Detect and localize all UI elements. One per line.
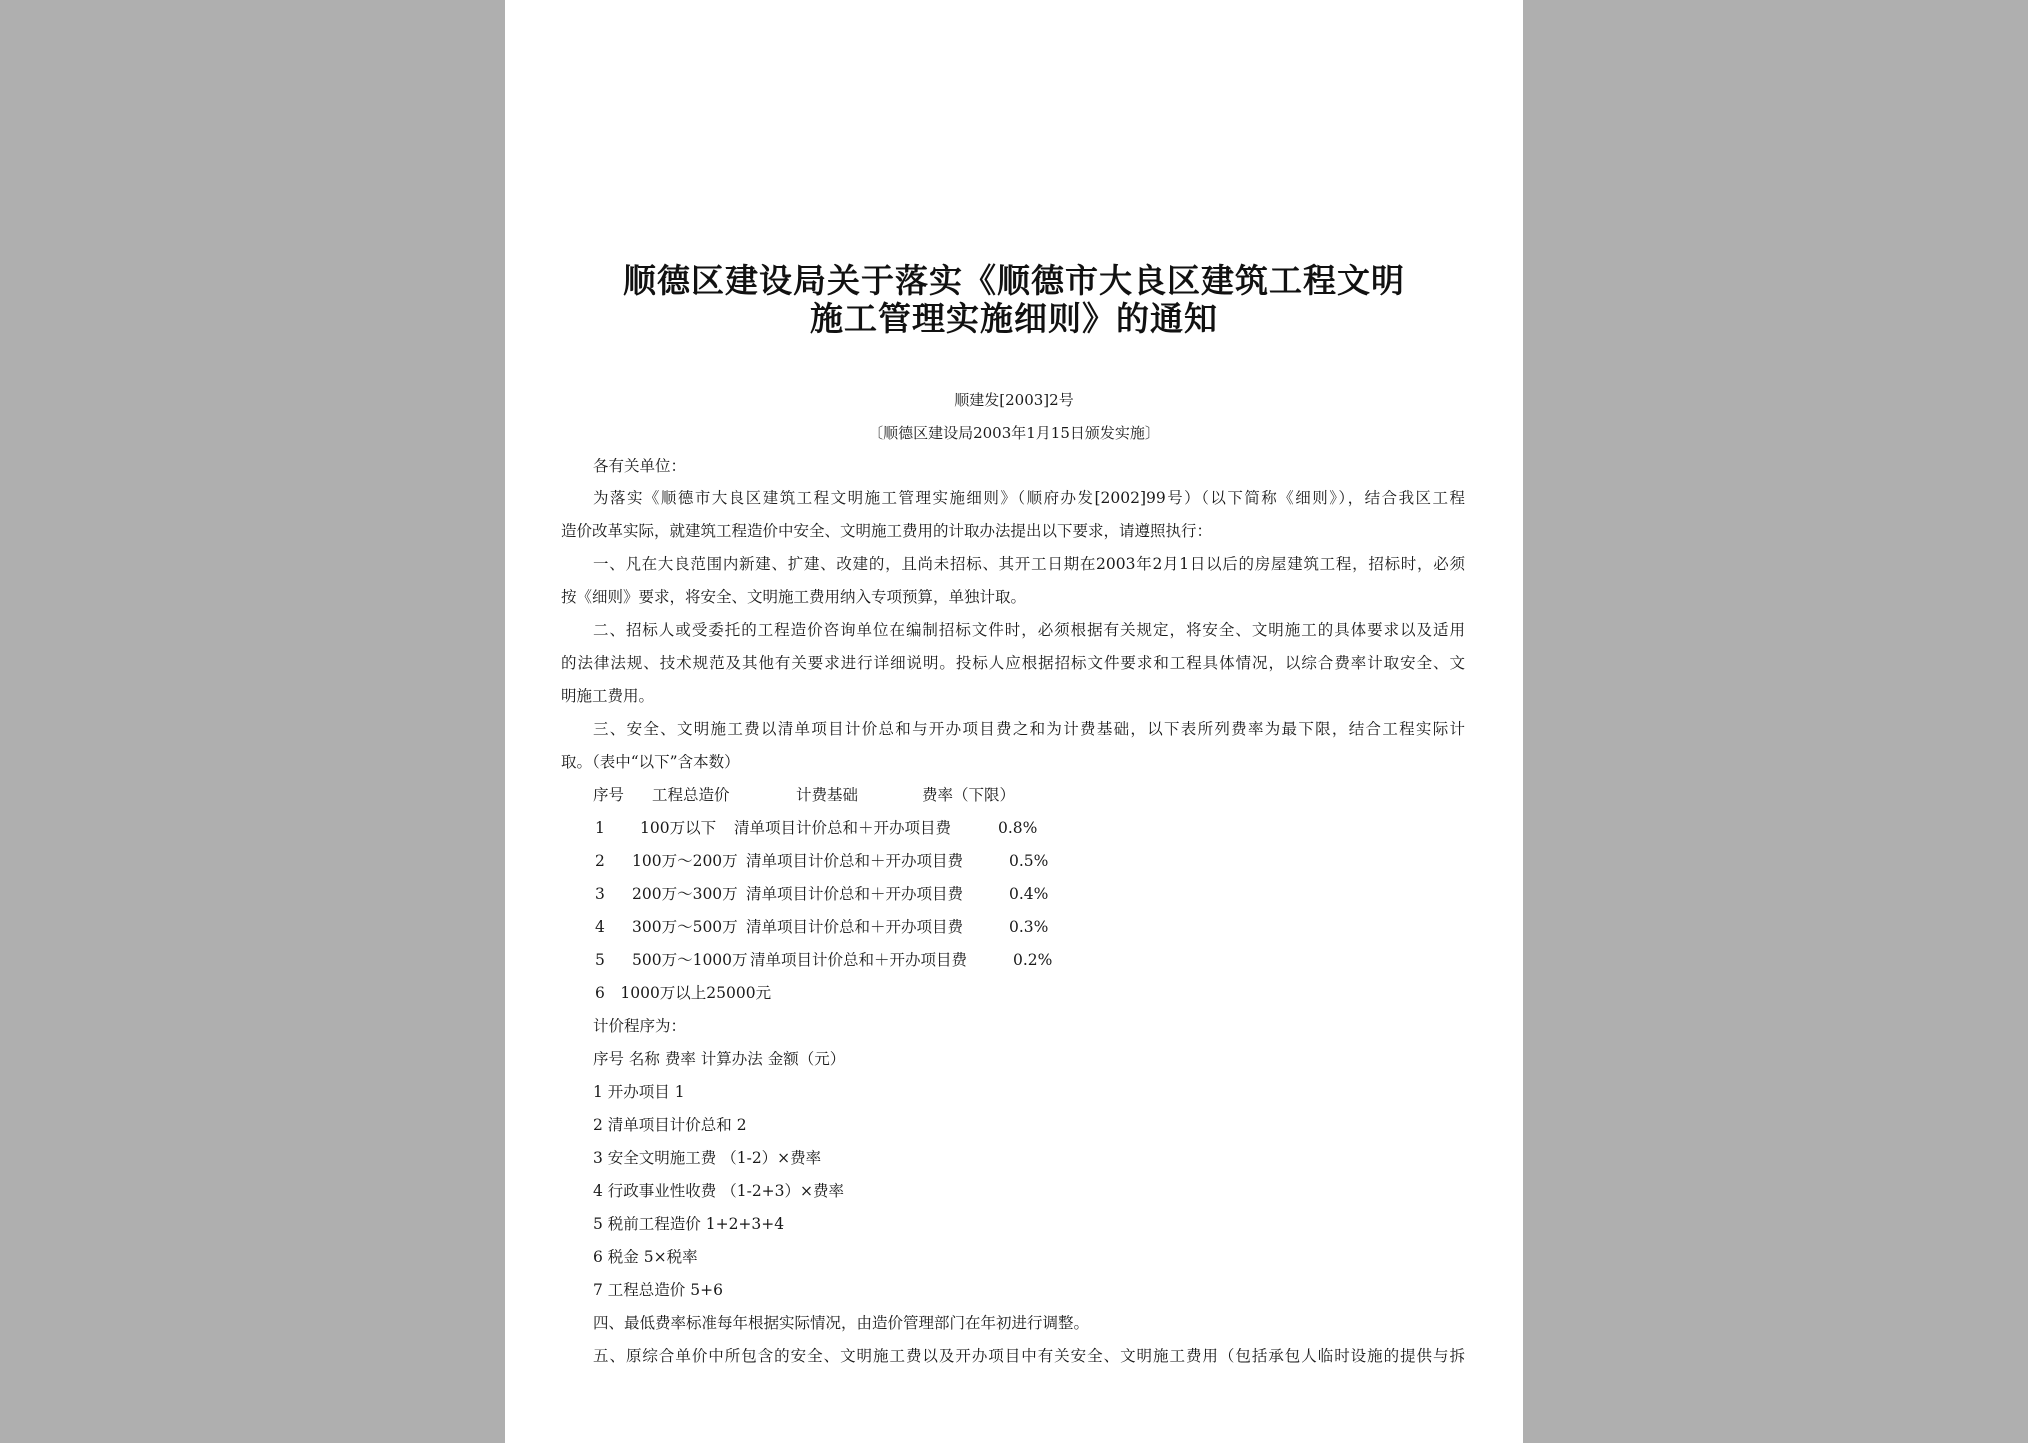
paragraph-1-line-1: 为落实《顺德市大良区建筑工程文明施工管理实施细则》（顺府办发[2002]99号）（以下简称《细则》），结合我区工程 [593, 489, 1465, 507]
row-basis: 清单项目计价总和＋开办项目费 [734, 819, 952, 837]
row-total-cost: 500万～1000万 [632, 951, 748, 969]
list-item: 5 税前工程造价 1+2+3+4 [593, 1215, 785, 1233]
page-title [505, 262, 1523, 338]
paragraph-5: 四、最低费率标准每年根据实际情况，由造价管理部门在年初进行调整。 [593, 1314, 1090, 1332]
row-total-cost: 200万～300万 [632, 885, 738, 903]
list-item: 3 安全文明施工费 （1-2）×费率 [593, 1149, 822, 1167]
title-line-1: 顺德区建设局关于落实《顺德市大良区建筑工程文明 [623, 261, 1405, 300]
paragraph-6-line-1: 五、原综合单价中所包含的安全、文明施工费以及开办项目中有关安全、文明施工费用（包括承包人临时设施的提供与拆 [593, 1347, 1465, 1365]
paragraph-2-line-2: 按《细则》要求，将安全、文明施工费用纳入专项预算，单独计取。 [561, 588, 1027, 606]
row-total-cost: 300万～500万 [632, 918, 738, 936]
table-header-basis: 计费基础 [796, 786, 859, 804]
paragraph-4-line-2: 取。（表中“以下”含本数） [561, 753, 740, 771]
title-line-2: 施工管理实施细则》的通知 [810, 299, 1218, 338]
row-rate: 0.3% [1009, 918, 1049, 936]
paragraph-4-line-1: 三、安全、文明施工费以清单项目计价总和与开办项目费之和为计费基础，以下表所列费率为最下限，结合工程实际计 [593, 720, 1465, 738]
row-total-cost: 100万～200万 [632, 852, 738, 870]
list-item: 1 开办项目 1 [593, 1083, 685, 1101]
row-basis: 清单项目计价总和＋开办项目费 [746, 885, 964, 903]
row-total-cost: 100万以下 [640, 819, 717, 837]
list-item: 6 税金 5×税率 [593, 1248, 698, 1266]
procedure-title: 计价程序为： [593, 1017, 687, 1035]
row-index: 1 [595, 819, 605, 837]
row-rate: 0.2% [1013, 951, 1053, 969]
row-basis: 清单项目计价总和＋开办项目费 [746, 918, 964, 936]
table-header-index: 序号 [593, 786, 625, 804]
paragraph-1-line-2: 造价改革实际，就建筑工程造价中安全、文明施工费用的计取办法提出以下要求，请遵照执行： [561, 522, 1213, 540]
paragraph-2-line-1: 一、凡在大良范围内新建、扩建、改建的，且尚未招标、其开工日期在2003年2月1日以后的房屋建筑工程，招标时，必须 [593, 555, 1465, 573]
row-index: 3 [595, 885, 605, 903]
list-item: 2 清单项目计价总和 2 [593, 1116, 747, 1134]
document-page [505, 0, 1523, 1443]
paragraph-3-line-3: 明施工费用。 [561, 687, 655, 705]
row-basis: 清单项目计价总和＋开办项目费 [750, 951, 968, 969]
row-rate: 0.4% [1009, 885, 1049, 903]
table-header-total-cost: 工程总造价 [652, 786, 730, 804]
list-item: 4 行政事业性收费 （1-2+3）×费率 [593, 1182, 845, 1200]
table-row: 6 1000万以上25000元 [595, 984, 772, 1002]
salutation: 各有关单位： [593, 457, 687, 475]
paragraph-3-line-2: 的法律法规、技术规范及其他有关要求进行详细说明。投标人应根据招标文件要求和工程具体情况，以综合费率计取安全、文 [561, 654, 1465, 672]
table-header-rate: 费率（下限） [922, 786, 1016, 804]
row-index: 5 [595, 951, 605, 969]
row-basis: 清单项目计价总和＋开办项目费 [746, 852, 964, 870]
row-index: 4 [595, 918, 605, 936]
row-rate: 0.5% [1009, 852, 1049, 870]
issue-note: 〔顺德区建设局2003年1月15日颁发实施〕 [868, 424, 1160, 442]
row-index: 2 [595, 852, 605, 870]
procedure-header: 序号 名称 费率 计算办法 金额（元） [593, 1050, 846, 1068]
document-number: 顺建发[2003]2号 [954, 391, 1074, 409]
row-rate: 0.8% [998, 819, 1038, 837]
paragraph-3-line-1: 二、招标人或受委托的工程造价咨询单位在编制招标文件时，必须根据有关规定，将安全、文明施工的具体要求以及适用 [593, 621, 1465, 639]
list-item: 7 工程总造价 5+6 [593, 1281, 723, 1299]
